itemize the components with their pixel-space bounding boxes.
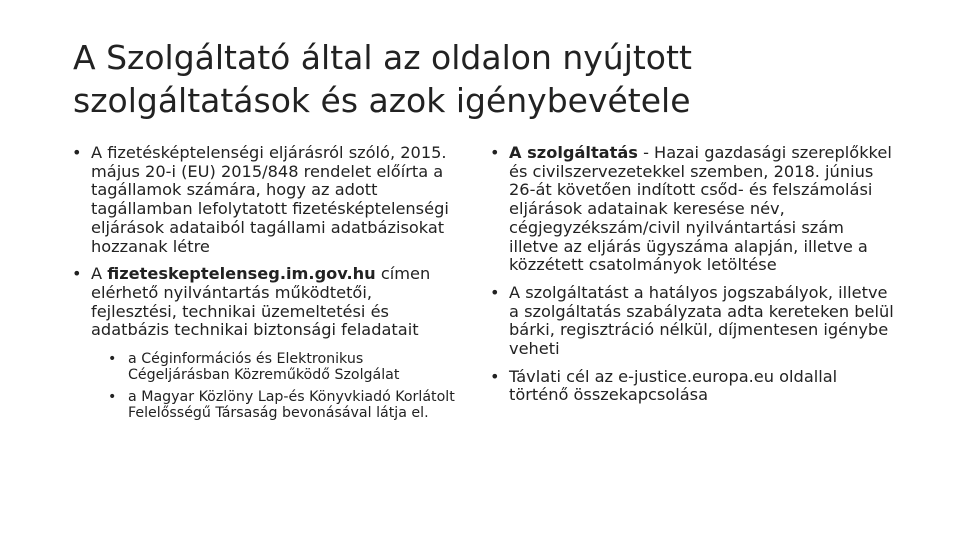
left-column [72, 144, 462, 430]
list-item [490, 284, 895, 359]
list-item [108, 351, 462, 384]
sub-bullet-text: a Magyar Közlöny Lap-és Könyvkiadó Korlátolt Felelősségű Társaság bevonásával látja el. [128, 388, 455, 421]
right-column [490, 144, 895, 414]
service-label: A szolgáltatás [509, 143, 638, 162]
sub-bullet-list [108, 351, 462, 421]
bullet-text: Távlati cél az e-justice.europa.eu oldallal történő összekapcsolása [509, 366, 838, 405]
bullet-text-suffix: címen elérhető nyilvántartás működtetői, fejlesztési, technikai üzemeltetési és adatbázis technikai biztonsági feladatait [91, 264, 431, 340]
website-address: fizeteskeptelenseg.im.gov.hu [107, 264, 376, 284]
bullet-text: A fizetésképtelenségi eljárásról szóló, 2015. május 20-i (EU) 2015/848 rendelet előírta a tagállamok számára, hogy az adott tagállamban lefolytatott fizetésképtelenségi eljárások adataiból tagállami adatbázisokat hozzanak létre [91, 143, 449, 256]
bullet-text: A szolgáltatást a hatályos jogszabályok, illetve a szolgáltatás szabályzata adta kereteken belül bárki, regisztráció nélkül, díjmentesen igénybe veheti [509, 282, 894, 359]
sub-bullet-text: a Céginformációs és Elektronikus Cégeljárásban Közreműködő Szolgálat [128, 351, 400, 384]
bullet-text-prefix: A [91, 264, 108, 284]
left-bullet-list [72, 144, 462, 421]
list-item [72, 265, 462, 421]
right-bullet-list [490, 144, 895, 405]
bullet-text: - Hazai gazdasági szereplőkkel és civilszervezetekkel szemben, 2018. június 26-át követően indított csőd- és felszámolási eljárások adatainak keresése név, cégjegyzékszám/civil nyilvántartási szám illetve az eljárás ügyszáma alapján, illetve a közzétett csatolmányok letöltése [509, 143, 892, 275]
list-item [72, 144, 462, 256]
list-item [108, 389, 462, 422]
slide-title: A Szolgáltató által az oldalon nyújtott szolgáltatások és azok igénybevétele [73, 38, 692, 120]
list-item [490, 368, 895, 405]
list-item [490, 144, 895, 275]
